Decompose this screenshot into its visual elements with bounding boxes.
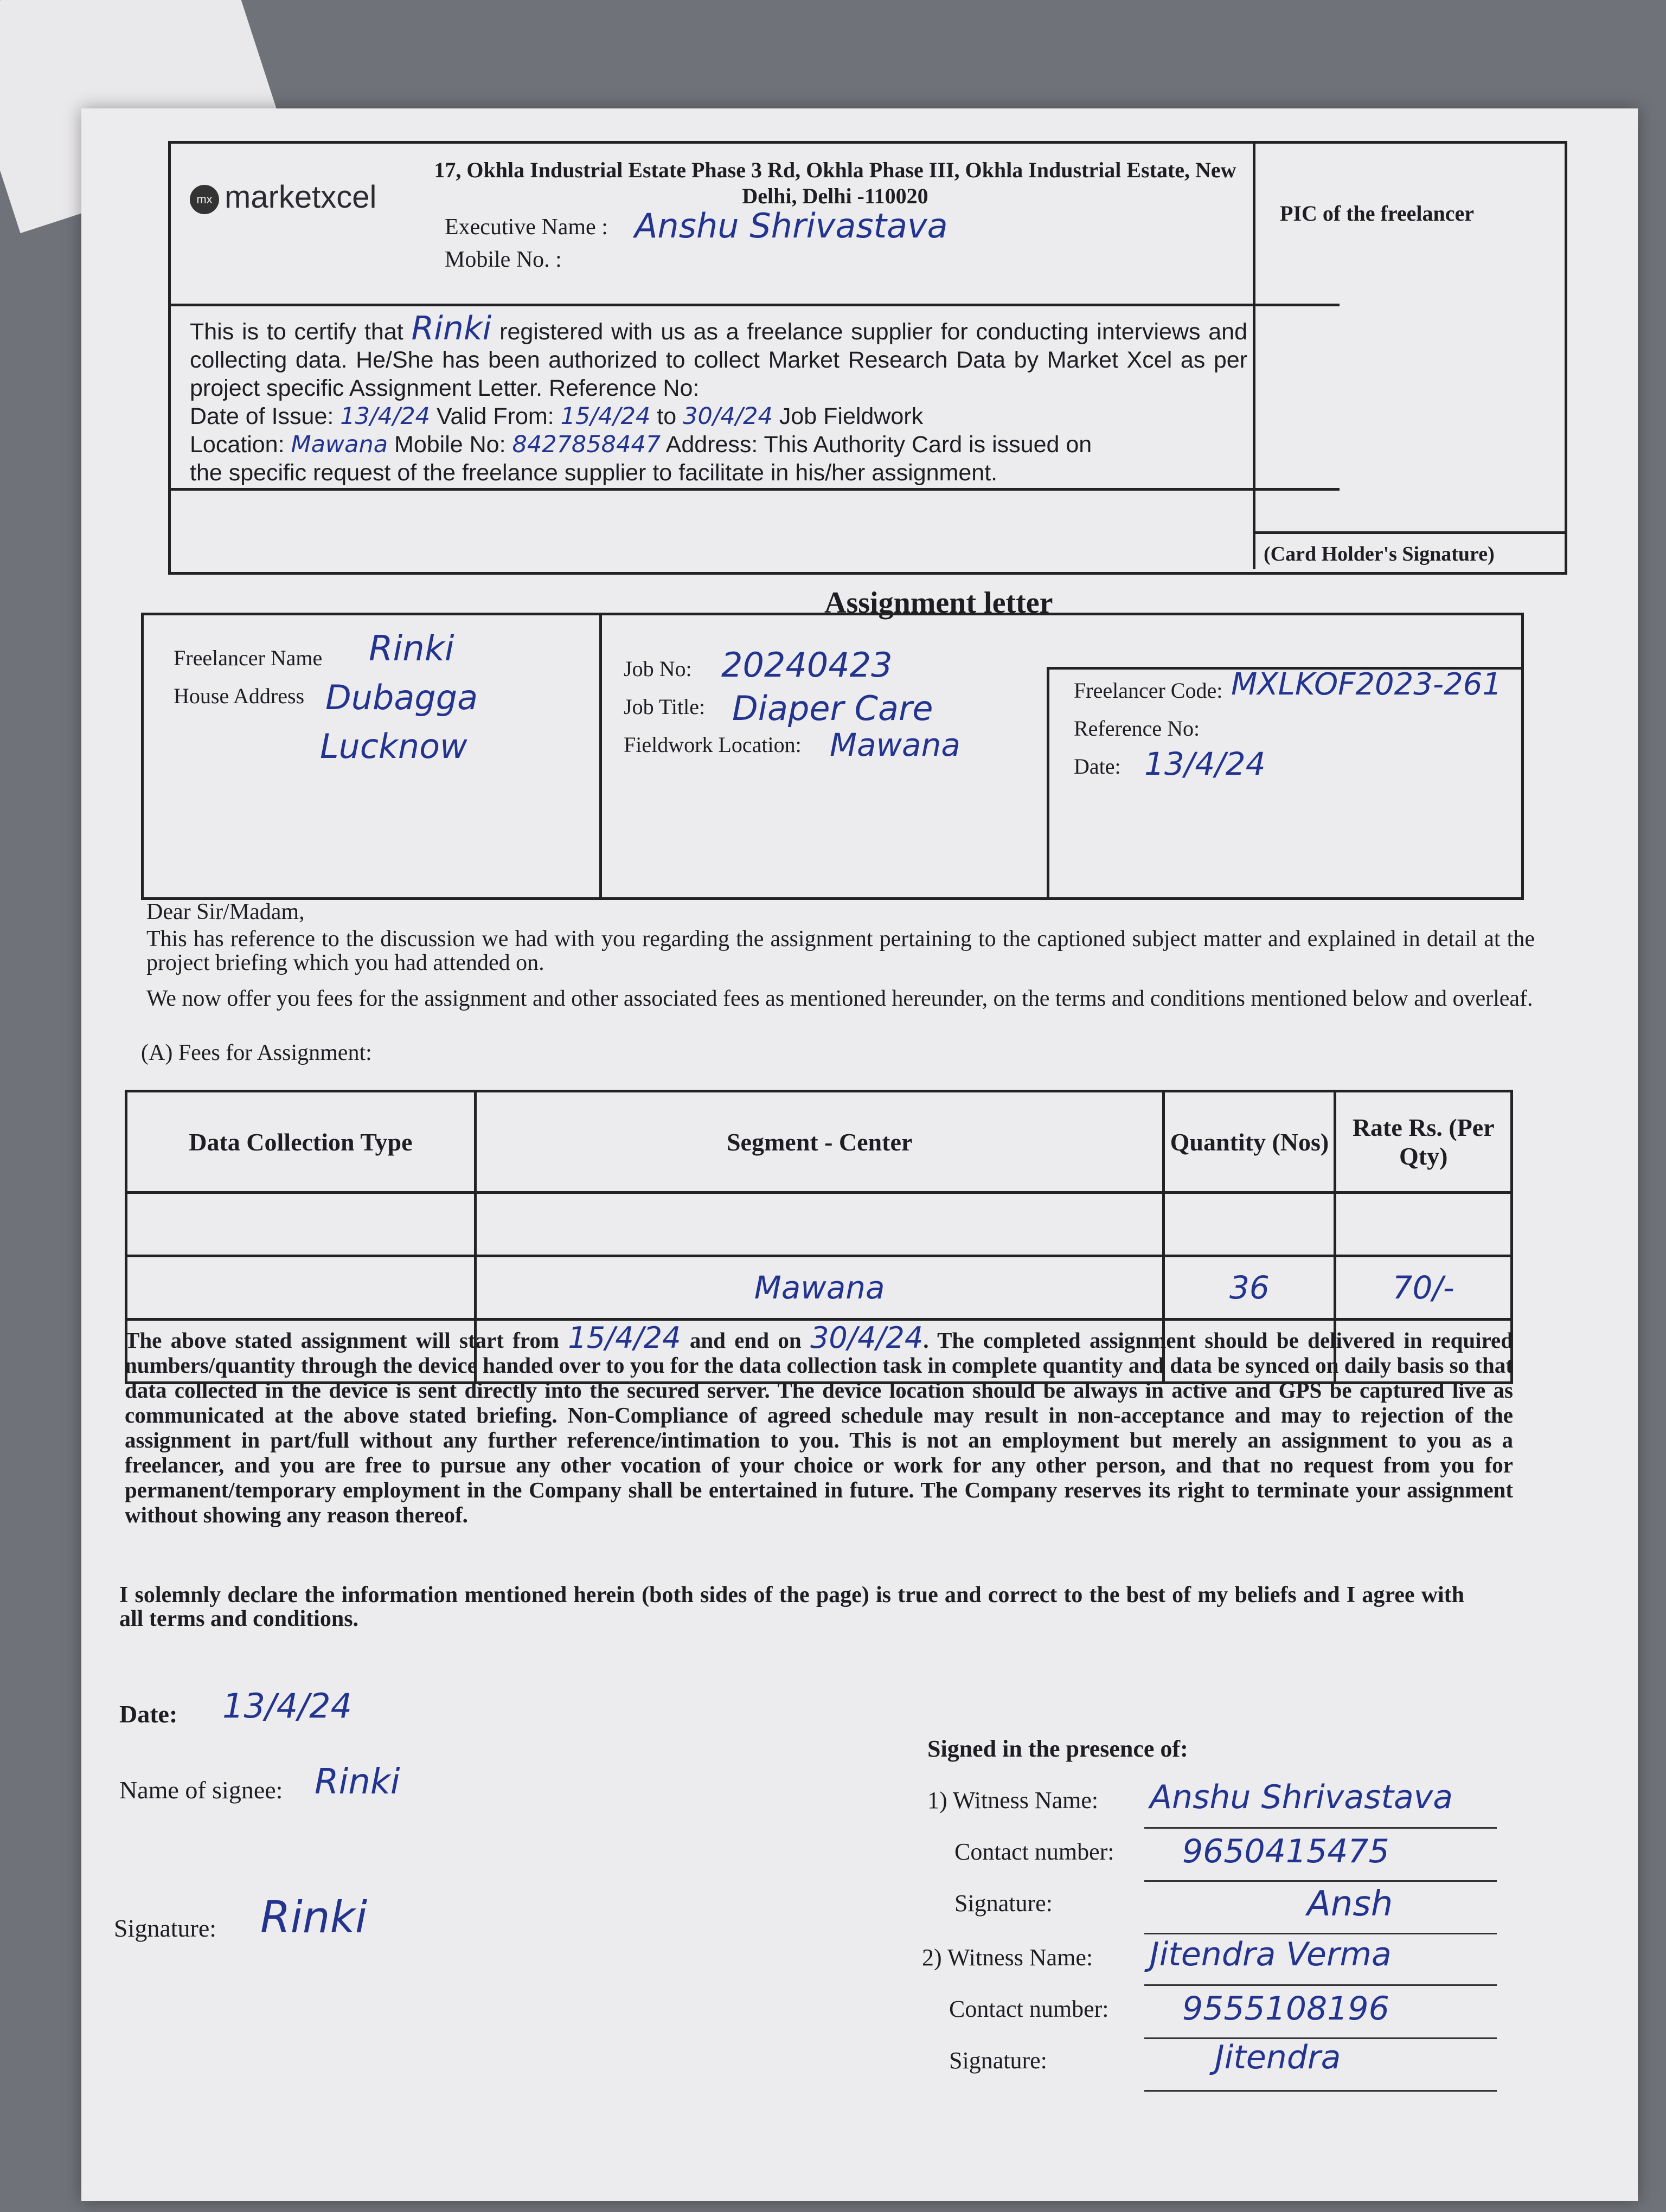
table-row (126, 1256, 1512, 1320)
date-issue-label: Date of Issue: (190, 403, 334, 429)
job-title-label: Job Title: (624, 695, 706, 719)
signee-date: 13/4/24 (222, 1686, 353, 1726)
w1-name-label: 1) Witness Name: (927, 1787, 1099, 1814)
card-signature-divider (1253, 531, 1565, 534)
house-address-label: House Address (174, 684, 305, 708)
location-label: Location: (190, 432, 285, 458)
w1-contact: 9650415475 (1182, 1832, 1389, 1870)
w2-contact-label: Contact number: (949, 1996, 1109, 2022)
w2-signature: Jitendra (1215, 2039, 1341, 2076)
w2-name: Jitendra Verma (1150, 1935, 1392, 1973)
job-fieldwork-label: Job Fieldwork (779, 403, 924, 429)
date-label: Date: (1074, 754, 1121, 779)
fieldwork-location: Mawana (830, 726, 960, 763)
card-right-divider (1253, 141, 1255, 569)
signee-signature: Rinki (260, 1892, 368, 1943)
certify-t4: the specific request of the freelance supplier to facilitate in his/her assignment. (190, 460, 998, 486)
col-segment-center: Segment - Center (475, 1091, 1164, 1193)
certify-text (190, 310, 1248, 487)
w1-signature-label: Signature: (954, 1890, 1053, 1917)
freelancer-name-label: Freelancer Name (174, 646, 323, 670)
logo-text: marketxcel (225, 179, 377, 215)
fees-heading: (A) Fees for Assignment: (141, 1040, 372, 1065)
assignment-title: Assignment letter (824, 586, 1053, 620)
certify-t3: Address: This Authority Card is issued on (665, 432, 1092, 458)
terms-start-date: 15/4/24 (568, 1321, 681, 1355)
valid-from: 15/4/24 (560, 403, 651, 430)
cert-mobile-label: Mobile No: (394, 432, 506, 458)
declaration: I solemnly declare the information mentioned herein (both sides of the page) is true and correct to the best of my beliefs and I agree with all terms and conditions. (119, 1583, 1464, 1631)
card-inner-bottom-line (168, 488, 1340, 491)
signee-date-label: Date: (119, 1700, 178, 1728)
w2-contact: 9555108196 (1182, 1990, 1389, 2028)
quantity-cell: 36 (1164, 1256, 1335, 1320)
witness-heading: Signed in the presence of: (927, 1735, 1188, 1762)
freelancer-divider-1 (599, 613, 602, 900)
w1-contact-line (1144, 1880, 1497, 1882)
terms-paragraph (125, 1321, 1514, 1527)
logo-icon: mx (190, 185, 219, 214)
valid-to: 30/4/24 (683, 403, 773, 430)
location-value: Mawana (291, 431, 388, 458)
mobile-label: Mobile No. : (445, 247, 562, 272)
col-data-collection-type: Data Collection Type (126, 1091, 476, 1193)
signee-name: Rinki (315, 1762, 400, 1802)
table-cell (126, 1193, 476, 1256)
executive-label: Executive Name : (445, 215, 608, 240)
executive-value: Anshu Shrivastava (635, 206, 948, 246)
table-cell (1335, 1193, 1512, 1256)
job-title: Diaper Care (732, 689, 933, 728)
card-signature-label: (Card Holder's Signature) (1264, 543, 1495, 565)
house-address-1: Dubagga (325, 678, 478, 717)
signee-signature-label: Signature: (114, 1914, 217, 1942)
w1-signature-line (1144, 1933, 1497, 1934)
certify-t2: registered with us as a freelance supplier for conducting interviews and collecting data. He/She has been authorized to collect Market Research Data by Market Xcel as per project specific Assignment Letter. Reference No: (190, 319, 1248, 401)
company-address: 17, Okhla Industrial Estate Phase 3 Rd, Okhla Phase III, Okhla Industrial Estate, New Delhi, Delhi -110020 (434, 158, 1236, 208)
salutation: Dear Sir/Madam, (146, 899, 305, 924)
rate-cell: 70/- (1335, 1256, 1512, 1320)
certify-name: Rinki (411, 310, 492, 348)
card-inner-top-line (168, 304, 1340, 306)
job-no: 20240423 (721, 645, 893, 685)
assignment-date: 13/4/24 (1144, 745, 1266, 782)
w1-contact-label: Contact number: (954, 1838, 1114, 1865)
certify-t1: This is to certify that (190, 319, 403, 345)
signee-name-label: Name of signee: (119, 1776, 283, 1804)
freelancer-name: Rinki (369, 629, 454, 669)
fees-header-row (126, 1091, 1512, 1193)
w2-name-line (1144, 1984, 1497, 1986)
document-page (81, 108, 1638, 2201)
company-logo (190, 179, 376, 215)
terms-start-text: The above stated assignment will start from (125, 1328, 559, 1353)
segment-cell: Mawana (475, 1256, 1164, 1320)
fieldwork-location-label: Fieldwork Location: (624, 732, 802, 757)
w2-signature-label: Signature: (949, 2047, 1047, 2074)
valid-from-label: Valid From: (436, 403, 554, 429)
letter-p1: This has reference to the discussion we had with you regarding the assignment pertaining to the captioned subject matter and explained in detail at the project briefing which you had attended on. (146, 927, 1535, 975)
job-no-label: Job No: (624, 657, 692, 681)
letter-p2: We now offer you fees for the assignment and other associated fees as mentioned hereunder, on the terms and conditions mentioned below and overleaf. (146, 986, 1533, 1011)
terms-end-text: and end on (689, 1328, 802, 1353)
cert-mobile-value: 8427858447 (512, 431, 661, 458)
freelancer-code-label: Freelancer Code: (1074, 678, 1223, 703)
terms-end-date: 30/4/24 (810, 1321, 924, 1355)
w1-name: Anshu Shrivastava (1150, 1778, 1453, 1816)
table-cell (126, 1256, 476, 1320)
table-cell (475, 1193, 1164, 1256)
w2-name-label: 2) Witness Name: (922, 1944, 1093, 1971)
table-row (126, 1193, 1512, 1256)
date-issue: 13/4/24 (340, 403, 431, 430)
w2-signature-line (1144, 2090, 1497, 2092)
col-rate: Rate Rs. (Per Qty) (1335, 1091, 1512, 1193)
terms-body: . The completed assignment should be delivered in required numbers/quantity through the device handed over to you for the data collection task in complete quantity and data be synced on daily basis so that data collected in the device is sent directly into the secured server. The device location should be always in active and GPS be captured live as communicated at the above stated briefing. Non-Compliance of agreed schedule may result in non-acceptance and may to rejection of the assignment in part/full without any further reference/intimation to you. This is not an employment but merely an assignment to you as a freelancer, and you are free to pursue any other vocation of your choice or work for any other person, and that no request from you for permanent/temporary employment in the Company shall be entertained in future. The Company reserves its right to terminate your assignment without showing any reason thereof. (125, 1328, 1514, 1527)
col-quantity: Quantity (Nos) (1164, 1091, 1335, 1193)
to-label: to (657, 403, 677, 429)
w1-signature: Ansh (1307, 1884, 1393, 1924)
w1-name-line (1144, 1827, 1497, 1829)
table-cell (1164, 1193, 1335, 1256)
reference-no-label: Reference No: (1074, 716, 1200, 741)
freelancer-divider-2 (1047, 667, 1049, 900)
pic-label: PIC of the freelancer (1280, 201, 1475, 226)
house-address-2: Lucknow (320, 726, 467, 766)
freelancer-code: MXLKOF2023-261 (1231, 667, 1502, 702)
